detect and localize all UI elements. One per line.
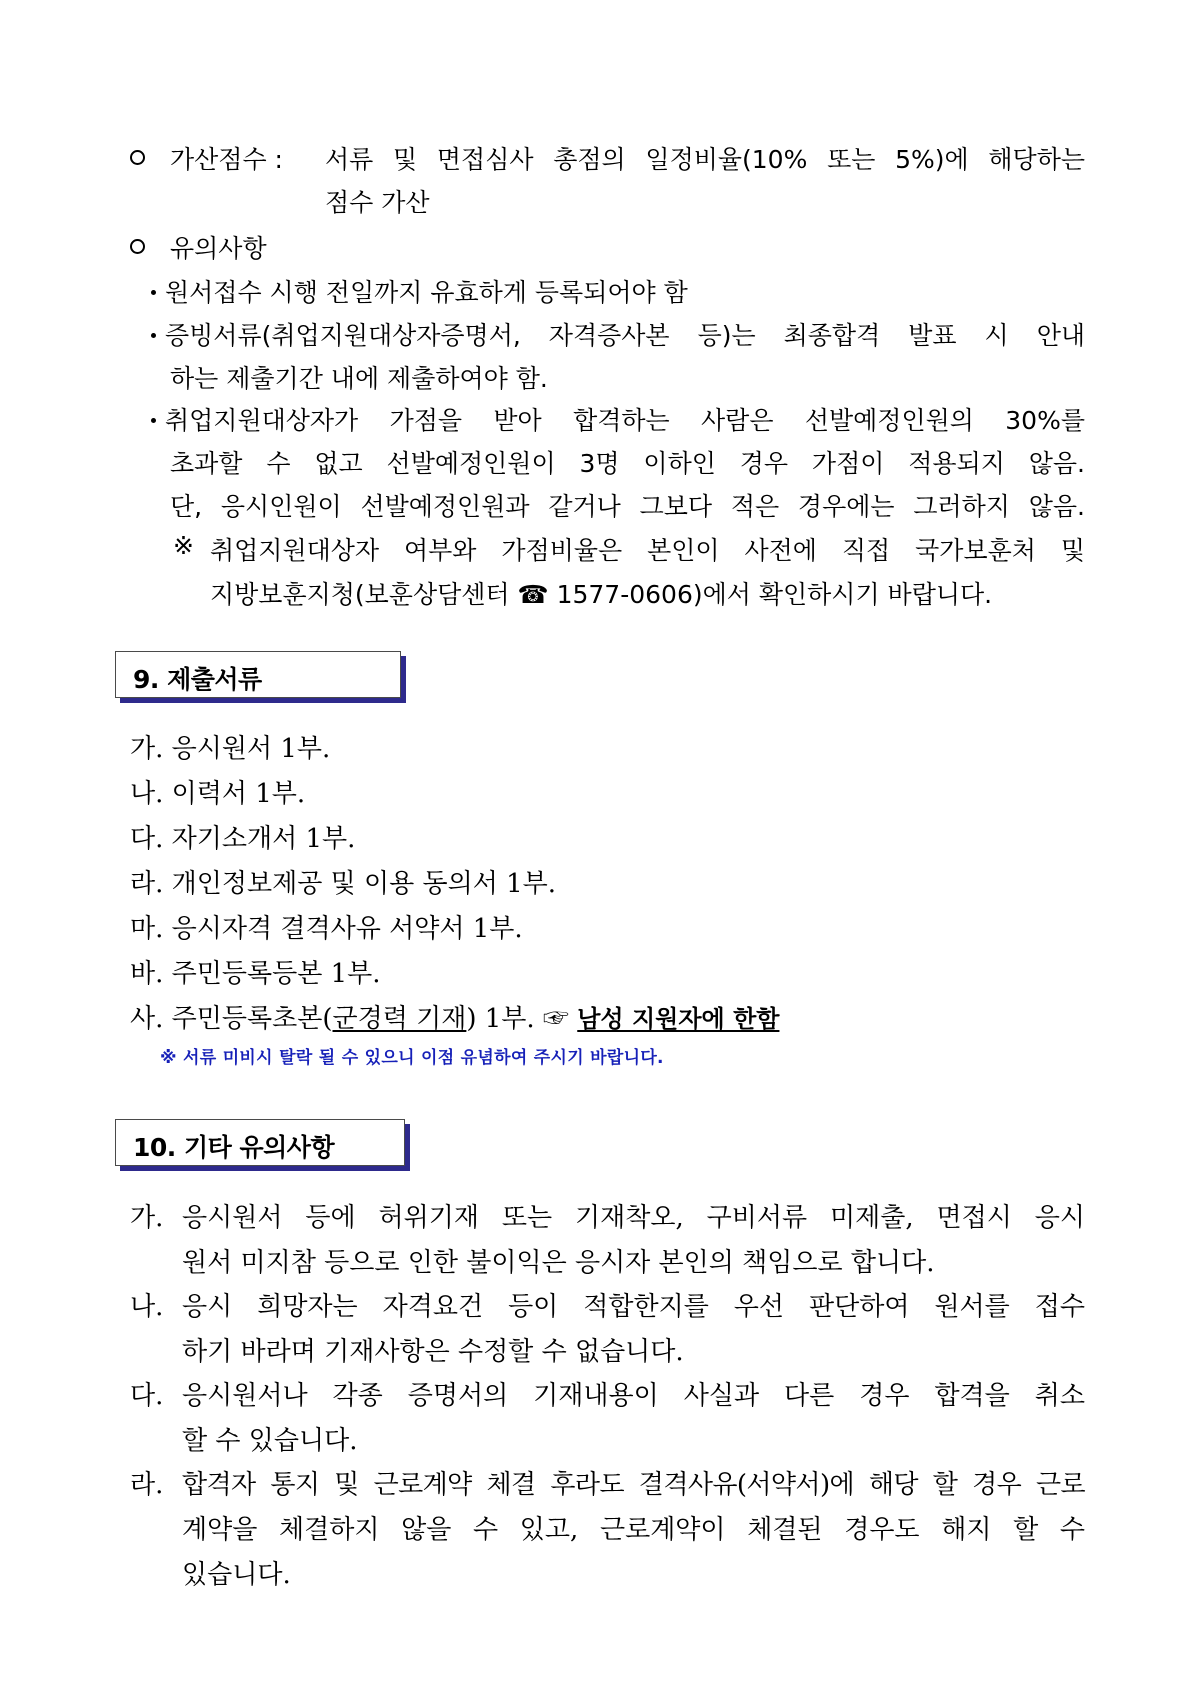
other-item-c-marker: 다. bbox=[130, 1381, 164, 1411]
bonus-label: 가산점수 : bbox=[170, 145, 283, 174]
other-item-b-line2: 하기 바라며 기재사항은 수정할 수 없습니다. bbox=[182, 1337, 684, 1367]
pointing-hand-icon: ☞ bbox=[542, 1004, 569, 1034]
other-item-a-line1: 응시원서 등에 허위기재 또는 기재착오, 구비서류 미제출, 면접시 응시 bbox=[182, 1203, 1085, 1233]
dot-bullet-icon bbox=[151, 418, 156, 423]
document-item-5: 마. 응시자격 결격사유 서약서 1부. bbox=[130, 914, 523, 944]
document-item-7-underlined: 군경력 기재 bbox=[332, 1004, 467, 1034]
other-item-b-marker: 나. bbox=[130, 1292, 164, 1322]
notice-item-2-line1: 증빙서류(취업지원대상자증명서, 자격증사본 등)는 최종합격 발표 시 안내 bbox=[165, 321, 1085, 350]
dot-bullet-icon bbox=[151, 333, 156, 338]
bonus-text-line2: 점수 가산 bbox=[325, 188, 430, 217]
other-item-d-marker: 라. bbox=[130, 1470, 164, 1500]
document-item-4: 라. 개인정보제공 및 이용 동의서 1부. bbox=[130, 869, 557, 899]
circle-bullet-icon bbox=[130, 239, 145, 254]
other-item-b-line1: 응시 희망자는 자격요건 등이 적합한지를 우선 판단하여 원서를 접수 bbox=[182, 1292, 1085, 1322]
section-10-title: 10. 기타 유의사항 bbox=[133, 1133, 335, 1162]
reference-line1: 취업지원대상자 여부와 가점비율은 본인이 사전에 직접 국가보훈처 및 bbox=[210, 536, 1085, 565]
submission-warning: ※ 서류 미비시 탈락 될 수 있으니 이점 유념하여 주시기 바랍니다. bbox=[160, 1048, 664, 1068]
document-item-2: 나. 이력서 1부. bbox=[130, 779, 306, 809]
notice-item-2-line2: 하는 제출기간 내에 제출하여야 함. bbox=[170, 364, 548, 393]
document-item-7-prefix: 사. 주민등록초본( bbox=[130, 1004, 333, 1034]
notice-item-1: 원서접수 시행 전일까지 유효하게 등록되어야 함 bbox=[165, 278, 688, 307]
circle-bullet-icon bbox=[130, 150, 145, 165]
notice-item-3-line1: 취업지원대상자가 가점을 받아 합격하는 사람은 선발예정인원의 30%를 bbox=[165, 406, 1085, 435]
bonus-text-line1: 서류 및 면접심사 총점의 일정비율(10% 또는 5%)에 해당하는 bbox=[325, 145, 1085, 174]
other-item-d-line2: 계약을 체결하지 않을 수 있고, 근로계약이 체결된 경우도 해지 할 수 bbox=[182, 1515, 1085, 1545]
other-item-c-line2: 할 수 있습니다. bbox=[182, 1426, 358, 1456]
other-item-d-line3: 있습니다. bbox=[182, 1560, 291, 1590]
section-10-header bbox=[115, 1119, 405, 1166]
other-item-a-line2: 원서 미지참 등으로 인한 불이익은 응시자 본인의 책임으로 합니다. bbox=[182, 1248, 935, 1278]
notice-item-3-line2: 초과할 수 없고 선발예정인원이 3명 이하인 경우 가점이 적용되지 않음. bbox=[170, 449, 1085, 478]
notice-item-3-line3: 단, 응시인원이 선발예정인원과 같거나 그보다 적은 경우에는 그러하지 않음. bbox=[170, 492, 1085, 521]
dot-bullet-icon bbox=[151, 290, 156, 295]
notice-title: 유의사항 bbox=[170, 234, 267, 263]
document-item-7 bbox=[130, 998, 779, 1035]
document-item-1: 가. 응시원서 1부. bbox=[130, 734, 331, 764]
reference-line2: 지방보훈지청(보훈상담센터 ☎ 1577-0606)에서 확인하시기 바랍니다. bbox=[210, 580, 993, 609]
reference-mark: ※ bbox=[173, 531, 194, 560]
section-9-title: 9. 제출서류 bbox=[133, 665, 262, 694]
document-item-3: 다. 자기소개서 1부. bbox=[130, 824, 356, 854]
other-item-a-marker: 가. bbox=[130, 1203, 164, 1233]
other-item-c-line1: 응시원서나 각종 증명서의 기재내용이 사실과 다른 경우 합격을 취소 bbox=[182, 1381, 1085, 1411]
other-item-d-line1: 합격자 통지 및 근로계약 체결 후라도 결격사유(서약서)에 해당 할 경우 근로 bbox=[182, 1470, 1085, 1500]
document-item-7-suffix: ) 1부. bbox=[466, 1004, 535, 1034]
section-9-header bbox=[115, 651, 401, 698]
document-item-6: 바. 주민등록등본 1부. bbox=[130, 959, 381, 989]
document-item-7-note: 남성 지원자에 한함 bbox=[577, 1005, 780, 1033]
